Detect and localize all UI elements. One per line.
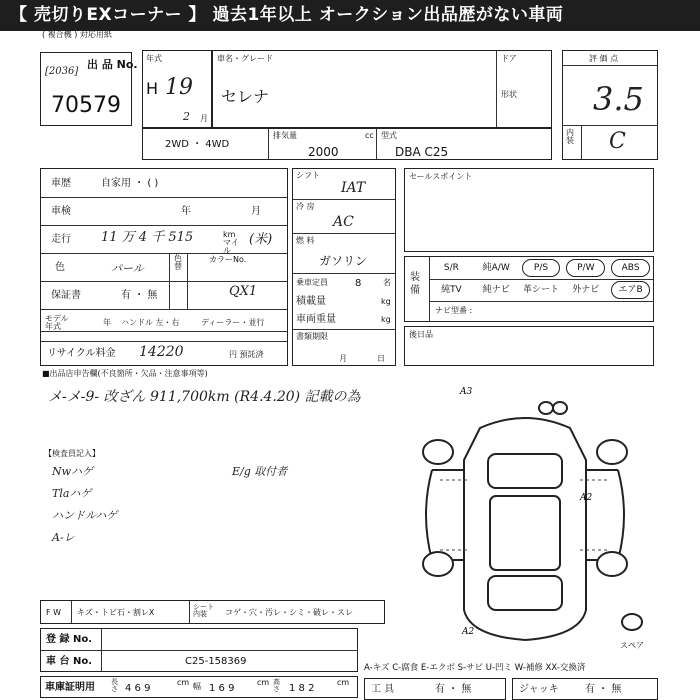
- interior-label: 内装: [566, 128, 574, 145]
- load-label: 積載量: [296, 296, 326, 307]
- displacement-value: 2000: [308, 145, 339, 159]
- front-left-wheel: [423, 440, 453, 464]
- lot-label: 出 品 No.: [87, 58, 138, 71]
- row-line: [41, 309, 287, 310]
- equipment-item: P/S: [522, 259, 561, 277]
- capacity-label: 乗車定員: [296, 278, 328, 287]
- roof: [490, 496, 560, 570]
- score-value: 3.5: [593, 80, 644, 118]
- row-line: [293, 273, 395, 274]
- shift-value: IAT: [341, 180, 366, 196]
- score-divider-top: [563, 65, 657, 66]
- type-label: 型式: [381, 131, 397, 140]
- cert-length-label: 長さ: [111, 678, 118, 693]
- interior-value: C: [609, 129, 626, 154]
- jack-value: 有 ・ 無: [585, 684, 622, 695]
- model-year-unit: 年: [103, 318, 111, 327]
- cert-unit: cm: [177, 678, 190, 687]
- recycle-value: 14220: [139, 344, 184, 360]
- inspection-year: 年: [181, 206, 191, 217]
- color-code-label: カラーNo.: [209, 255, 247, 264]
- mirror-right: [553, 402, 567, 414]
- info-table: [40, 168, 288, 366]
- tools-value: 有 ・ 無: [435, 684, 472, 695]
- cert-height-label: 高さ: [273, 678, 280, 693]
- reg-box: [40, 628, 358, 672]
- row-line: [293, 329, 395, 330]
- fw-divider-2: [189, 601, 190, 623]
- fw-row: [40, 600, 385, 624]
- mark-a2-rear: A2: [462, 627, 475, 637]
- spare-tire: [622, 614, 642, 630]
- model-year-label: モデル年式: [45, 314, 69, 331]
- aircon-value: AC: [333, 214, 354, 230]
- score-divider: [563, 125, 657, 126]
- model-label: 車名・グレード: [217, 54, 273, 63]
- front-right-wheel: [597, 440, 627, 464]
- inspection-month: 月: [251, 206, 261, 217]
- mileage-label: 走行: [51, 234, 71, 245]
- equipment-item: S/R: [443, 263, 459, 273]
- notes-text: メ-メ-9- 改ざん 911,700km (R4.4.20) 記載の為: [48, 389, 361, 405]
- cert-unit-3: cm: [337, 678, 350, 687]
- equipment-item: 純ナビ: [482, 285, 510, 295]
- chassis-label: 車 台 No.: [46, 656, 93, 667]
- doc-period-label: 書類期限: [296, 332, 328, 341]
- recycle-label: リサイクル料金: [47, 348, 116, 359]
- handle-label: ハンドル 左・右: [121, 318, 180, 327]
- color-divider-2: [187, 253, 188, 309]
- row-line: [41, 281, 287, 282]
- warranty-value: 有 ・ 無: [121, 290, 158, 301]
- type-value: DBA C25: [395, 145, 449, 159]
- cert-unit-2: cm: [257, 678, 270, 687]
- jack-label: ジャッキ: [519, 684, 559, 695]
- color-change-label: 色替: [174, 254, 182, 271]
- inspection-label: 車検: [51, 206, 71, 217]
- cert-length: 4 6 9: [125, 683, 151, 694]
- spec-divider-2: [376, 129, 377, 159]
- spec-row: [142, 128, 552, 160]
- mileage-note: (米): [249, 232, 273, 247]
- model-name: セレナ: [221, 87, 270, 106]
- equipment-label: 装備: [410, 272, 420, 296]
- row-line: [41, 650, 357, 651]
- model-box: [212, 50, 552, 128]
- shape-label: 形状: [501, 90, 517, 99]
- fw-divider: [71, 601, 72, 623]
- capacity-unit: 名: [383, 278, 391, 287]
- inspector-right-note: E/g 取付者: [232, 465, 288, 478]
- equipment-row-1: [429, 257, 653, 279]
- spec-divider-1: [268, 129, 269, 159]
- equipment-item: エアB: [611, 281, 650, 299]
- sub-header: ( 複合機 ) 対応用紙: [42, 30, 112, 39]
- weight-unit: kg: [381, 315, 391, 324]
- fw-items: コゲ・穴・汚レ・シミ・破レ・スレ: [225, 608, 353, 617]
- car-body-outline: [464, 418, 586, 640]
- row-line: [293, 199, 395, 200]
- equipment-item: ABS: [611, 259, 650, 277]
- cert-width: 1 6 9: [209, 683, 235, 694]
- tools-box: [364, 678, 506, 700]
- equipment-box: [404, 256, 654, 322]
- dealer-label: ディーラー・並行: [201, 318, 265, 327]
- displacement-unit: cc: [365, 131, 374, 140]
- registration-label: 登 録 No.: [46, 634, 93, 645]
- car-diagram: [410, 387, 640, 650]
- load-unit: kg: [381, 297, 391, 306]
- history-value: 自家用 ・ ( ): [101, 178, 159, 189]
- fuel-value: ガソリン: [319, 254, 368, 268]
- rear-left-wheel: [423, 552, 453, 576]
- score-label: 評 価 点: [589, 54, 619, 63]
- fuel-label: 燃 料: [296, 236, 315, 245]
- row-line: [41, 197, 287, 198]
- row-line: [41, 253, 287, 254]
- equipment-item: 純TV: [441, 285, 462, 295]
- mark-a3: A3: [460, 387, 473, 397]
- color-divider: [169, 253, 170, 309]
- shift-label: シフト: [296, 171, 320, 180]
- capacity-value: 8: [355, 278, 362, 289]
- mirror-left: [539, 402, 553, 414]
- model-divider: [496, 51, 497, 127]
- color-label: 色: [55, 262, 65, 273]
- year-value: 19: [165, 75, 193, 100]
- equipment-item: 純A/W: [482, 263, 510, 273]
- door-label: ドア: [501, 54, 517, 63]
- recycle-unit: 円 預託済: [229, 350, 264, 359]
- lot-box: [40, 52, 138, 126]
- equipment-item: P/W: [566, 259, 605, 277]
- cert-row: [40, 676, 358, 698]
- sales-point-box: [404, 168, 654, 252]
- color-value: パール: [111, 262, 144, 275]
- mark-a2-side: A2: [580, 493, 593, 503]
- mileage-value: 11 万 4 千 515: [101, 230, 194, 245]
- fw-label: F W: [46, 608, 62, 617]
- left-side: [426, 470, 432, 560]
- doc-period-day: 日: [377, 354, 385, 363]
- mid-table: [292, 168, 396, 366]
- score-divider-v: [581, 125, 582, 159]
- lot-number: 70579: [51, 93, 121, 118]
- inspector-header: 【検査員記入】: [44, 449, 100, 458]
- right-side: [618, 470, 624, 560]
- equipment-row-2: [429, 279, 653, 301]
- doc-period-month: 月: [339, 354, 347, 363]
- windshield: [488, 454, 562, 488]
- cert-label: 車庫証明用: [45, 682, 95, 693]
- drive-label: 2WD ・ 4WD: [165, 139, 230, 150]
- row-line: [429, 301, 653, 302]
- fw-seat: シート内装: [193, 603, 214, 618]
- inspector-note: A-レ: [52, 531, 75, 544]
- inspector-note: Tlaハゲ: [52, 487, 92, 500]
- side-connectors: [432, 470, 618, 560]
- sales-point-label: セールスポイント: [409, 172, 473, 181]
- aircon-label: 冷 房: [296, 202, 315, 211]
- year-month: 2: [183, 110, 190, 123]
- year-era: H: [146, 79, 159, 98]
- row-line: [41, 331, 287, 332]
- score-box: [562, 50, 658, 160]
- year-box: [142, 50, 212, 128]
- rear-right-wheel: [597, 552, 627, 576]
- row-line: [41, 341, 287, 342]
- warranty-label: 保証書: [51, 290, 81, 301]
- mileage-unit: km マイル: [223, 230, 239, 255]
- reg-divider: [101, 629, 102, 671]
- lot-code: [2036]: [45, 66, 79, 77]
- after-items-box: [404, 326, 654, 366]
- displacement-label: 排気量: [273, 131, 297, 140]
- year-month-unit: 月: [200, 114, 208, 123]
- row-line: [293, 233, 395, 234]
- chassis-value: C25-158369: [185, 656, 247, 667]
- year-label: 年式: [146, 54, 162, 63]
- inspector-note: Nwハゲ: [52, 465, 94, 478]
- inspector-note: ハンドルハゲ: [52, 509, 118, 522]
- history-label: 車歴: [51, 178, 71, 189]
- equipment-item: 革シート: [522, 285, 559, 295]
- cert-width-label: 幅: [193, 682, 201, 691]
- navi-model-label: ナビ型番 :: [435, 306, 473, 315]
- notes-header: ■出品店申告欄(不良箇所・欠品・注意事項等): [42, 369, 208, 378]
- banner-title: 【 売切りEXコーナー 】 過去1年以上 オークション出品歴がない車両: [0, 0, 700, 31]
- tools-label: 工 具: [371, 684, 395, 695]
- spare-label: スペア: [620, 641, 644, 650]
- after-items-label: 後日品: [409, 330, 433, 339]
- cert-height: 1 8 2: [289, 683, 315, 694]
- row-line: [41, 225, 287, 226]
- weight-label: 車両重量: [296, 314, 336, 325]
- equipment-item: 外ナビ: [572, 285, 600, 295]
- rear-window: [488, 576, 562, 610]
- damage-legend: A-キズ C-腐食 E-エクボ S-サビ U-凹ミ W-補修 XX-交換済: [364, 663, 586, 673]
- jack-box: [512, 678, 658, 700]
- fw-scratch: キズ・トビ石・割レX: [77, 608, 155, 617]
- color-code: QX1: [229, 284, 258, 299]
